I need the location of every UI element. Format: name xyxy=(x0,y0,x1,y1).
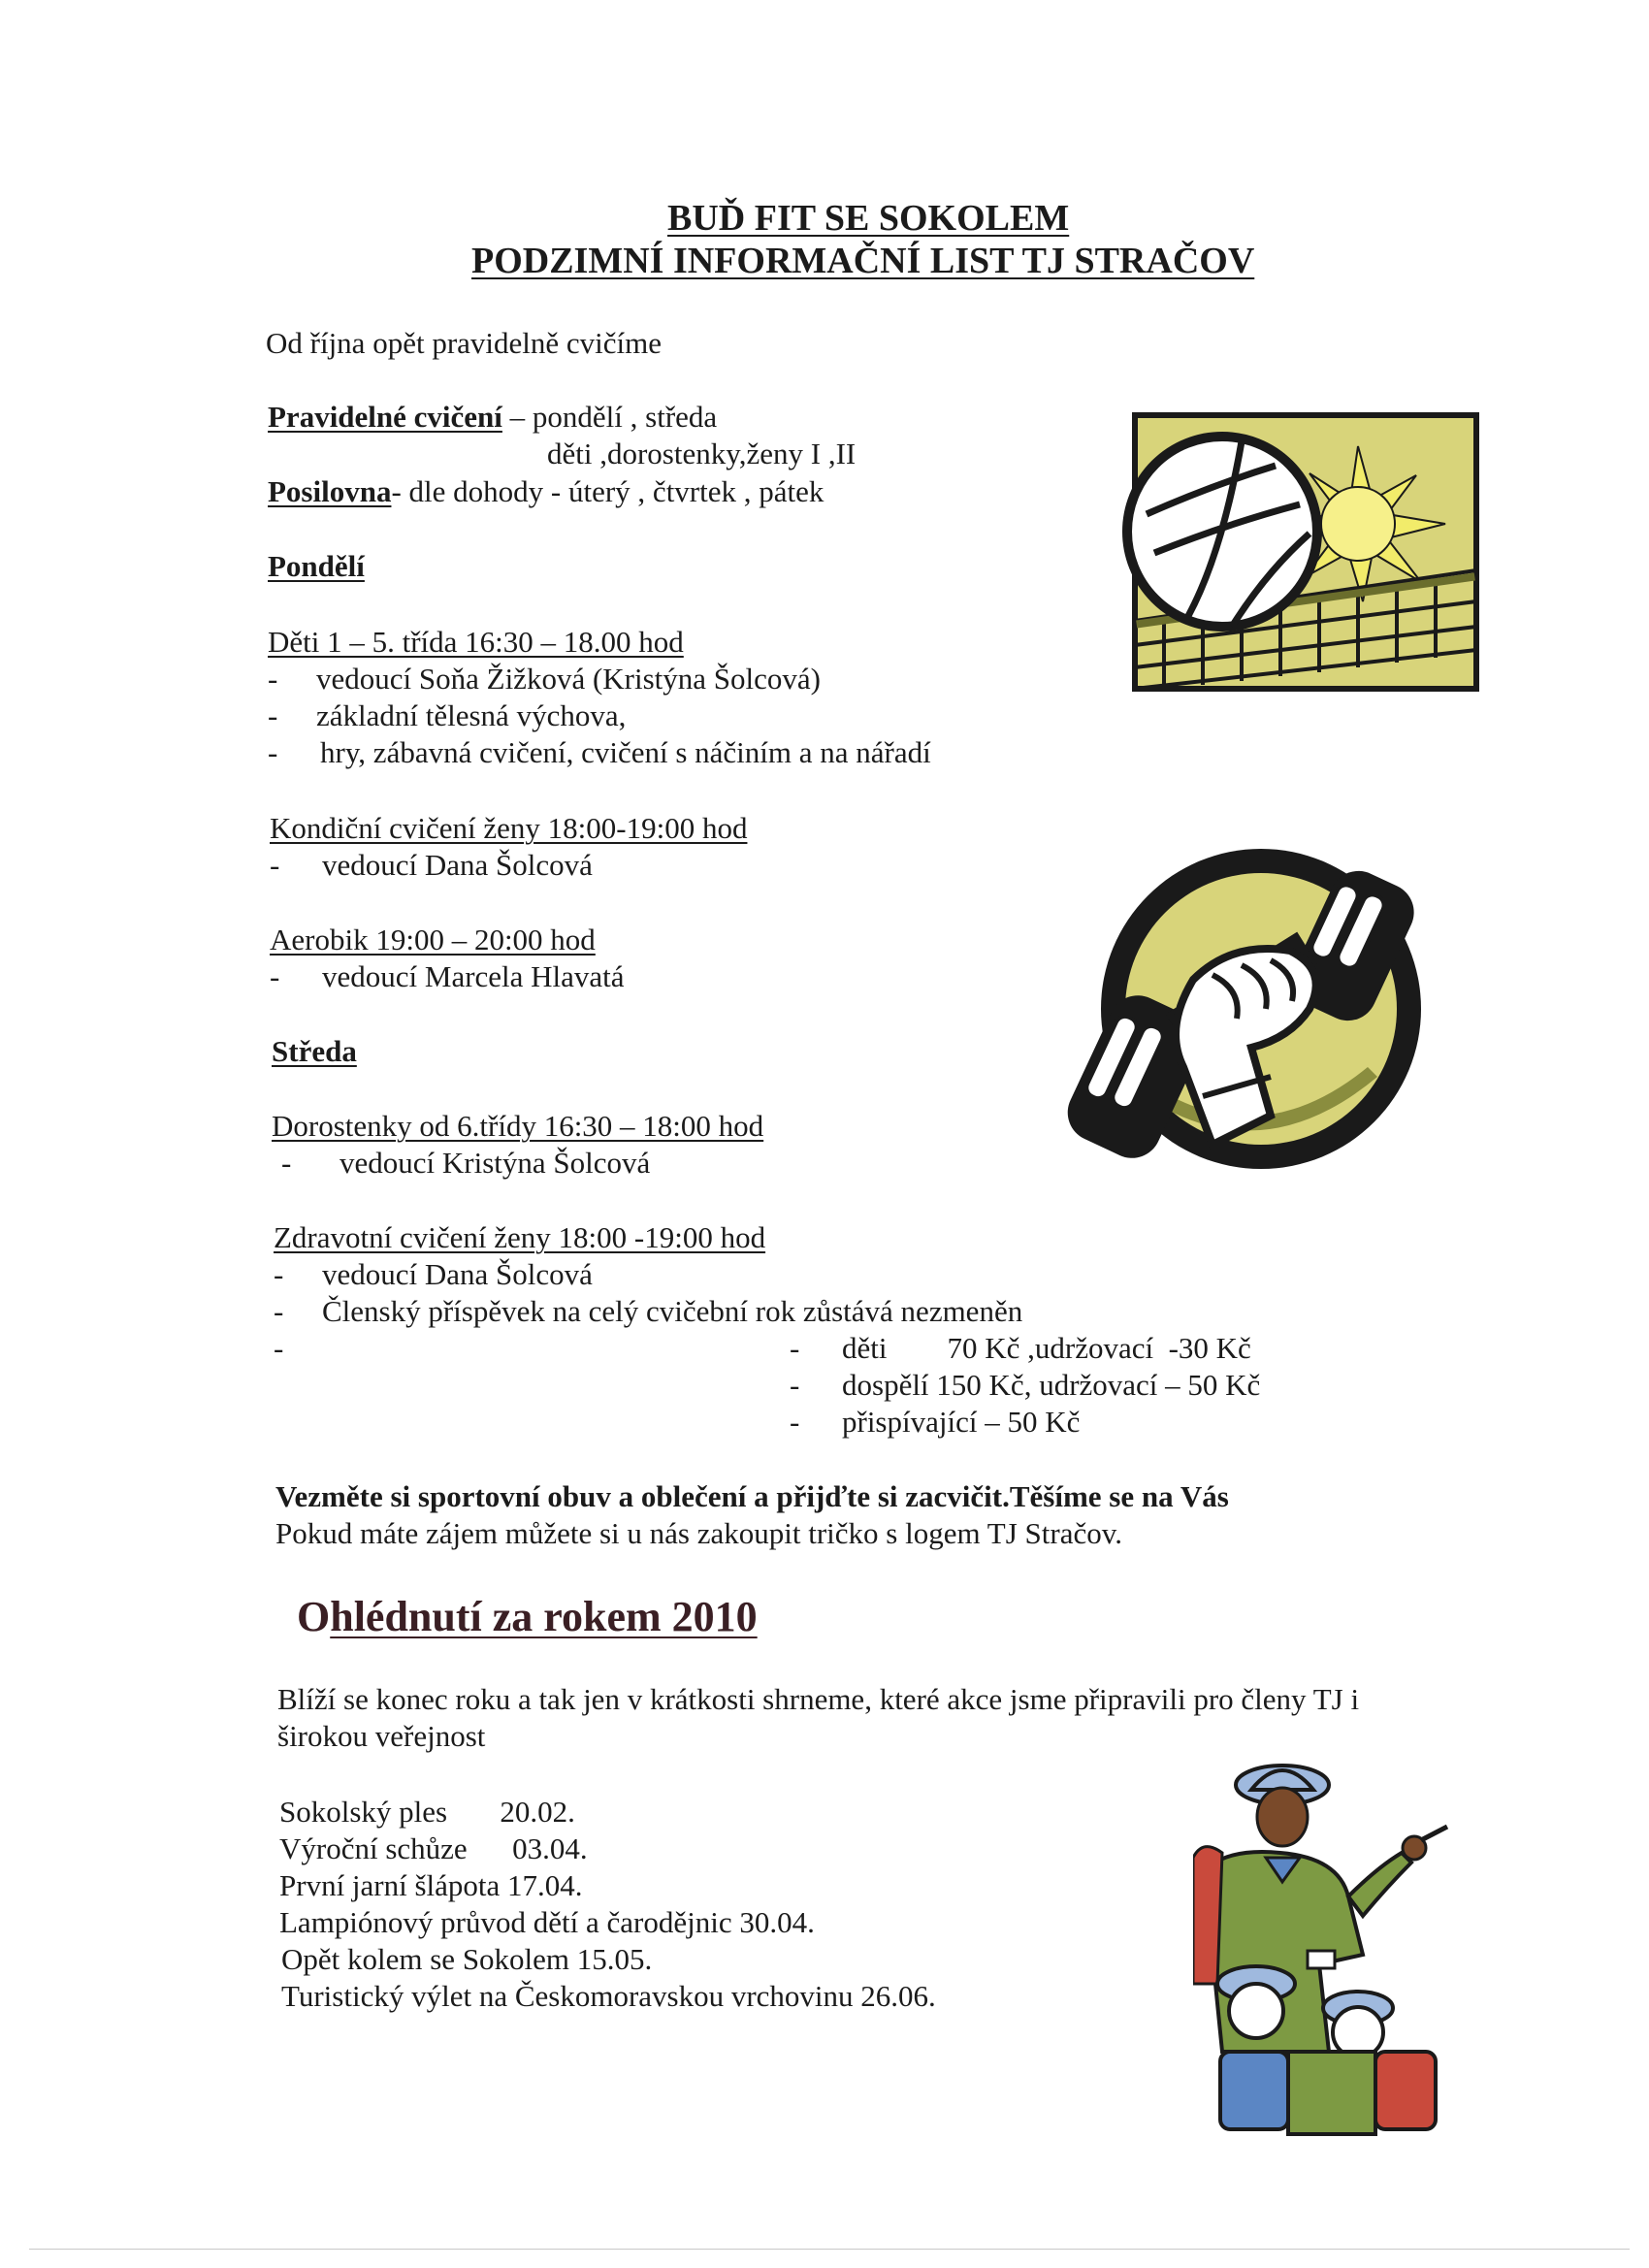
kids-item: hry, zábavná cvičení, cvičení s náčiním a na nářadí xyxy=(320,735,931,769)
page-title: BUĎ FIT SE SOKOLEM xyxy=(667,198,1070,239)
event-item: Lampiónový průvod dětí a čarodějnic 30.04. xyxy=(279,1905,815,1939)
fitness-title: Kondiční cvičení ženy 18:00-19:00 hod xyxy=(270,811,748,845)
event-item: Sokolský ples 20.02. xyxy=(279,1795,575,1829)
bullet: - xyxy=(281,1146,292,1180)
review-heading xyxy=(297,1593,758,1641)
gym-label: Posilovna xyxy=(268,474,392,508)
health-title: Zdravotní cvičení ženy 18:00 -19:00 hod xyxy=(274,1220,766,1254)
bullet: - xyxy=(790,1368,800,1402)
kids-item: vedoucí Soňa Žižková (Kristýna Šolcová) xyxy=(316,662,821,696)
gym-text: - dle dohody - úterý , čtvrtek , pátek xyxy=(391,474,824,508)
kids-title: Děti 1 – 5. třída 16:30 – 18.00 hod xyxy=(268,625,684,659)
teens-item: vedoucí Kristýna Šolcová xyxy=(340,1146,651,1180)
review-heading-rest: hlédnutí za rokem 2010 xyxy=(330,1593,758,1640)
bullet: - xyxy=(268,735,278,769)
bullet: - xyxy=(790,1405,800,1439)
teens-title: Dorostenky od 6.třídy 16:30 – 18:00 hod xyxy=(272,1109,764,1143)
wednesday-heading: Středa xyxy=(272,1034,357,1068)
review-intro-line1: Blíží se konec roku a tak jen v krátkosti shrneme, které akce jsme připravili pro členy TJ i xyxy=(277,1682,1360,1716)
call-to-action: Vezměte si sportovní obuv a oblečení a přijďte si zacvičit.Těšíme se na Vás xyxy=(275,1479,1229,1513)
intro-text: Od října opět pravidelně cvičíme xyxy=(266,326,663,360)
bullet: - xyxy=(268,698,278,732)
event-item: Opět kolem se Sokolem 15.05. xyxy=(281,1942,653,1976)
review-intro-line2: širokou veřejnost xyxy=(277,1719,486,1753)
fee-item: přispívající – 50 Kč xyxy=(842,1405,1081,1439)
event-item: První jarní šlápota 17.04. xyxy=(279,1868,583,1902)
volleyball-net-icon xyxy=(1096,407,1484,698)
aerobic-item: vedoucí Marcela Hlavatá xyxy=(322,959,625,993)
kids-item: základní tělesná výchova, xyxy=(316,698,627,732)
fee-item: dospělí 150 Kč, udržovací – 50 Kč xyxy=(842,1368,1261,1402)
bullet: - xyxy=(274,1331,284,1365)
bullet: - xyxy=(274,1257,284,1291)
bullet: - xyxy=(270,848,280,882)
bullet: - xyxy=(274,1294,284,1328)
fee-item: děti 70 Kč ,udržovací -30 Kč xyxy=(842,1331,1251,1365)
event-item: Turistický výlet na Českomoravskou vrchovinu 26.06. xyxy=(281,1979,936,2013)
monday-heading: Pondělí xyxy=(268,549,365,583)
hiker-family-icon xyxy=(1193,1761,1465,2144)
page-subtitle: PODZIMNÍ INFORMAČNÍ LIST TJ STRAČOV xyxy=(471,241,1255,281)
regular-exercise-label: Pravidelné cvičení xyxy=(268,400,502,434)
review-heading-first: O xyxy=(297,1593,331,1640)
dumbbell-hand-icon xyxy=(1048,834,1455,1183)
regular-exercise-groups: děti ,dorostenky,ženy I ,II xyxy=(547,437,857,470)
bullet: - xyxy=(270,959,280,993)
health-item: vedoucí Dana Šolcová xyxy=(322,1257,593,1291)
gym-line xyxy=(268,474,824,509)
event-item: Výroční schůze 03.04. xyxy=(279,1831,588,1865)
bullet: - xyxy=(790,1331,800,1365)
tshirt-text: Pokud máte zájem můžete si u nás zakoupit tričko s logem TJ Stračov. xyxy=(275,1516,1122,1550)
aerobic-title: Aerobik 19:00 – 20:00 hod xyxy=(270,923,596,956)
fee-intro: Členský příspěvek na celý cvičební rok zůstává nezmeněn xyxy=(322,1294,1023,1328)
regular-exercise-line xyxy=(268,400,717,435)
regular-exercise-days: – pondělí , středa xyxy=(501,400,718,434)
bullet: - xyxy=(268,662,278,696)
scan-edge xyxy=(29,2249,1630,2250)
fitness-item: vedoucí Dana Šolcová xyxy=(322,848,593,882)
